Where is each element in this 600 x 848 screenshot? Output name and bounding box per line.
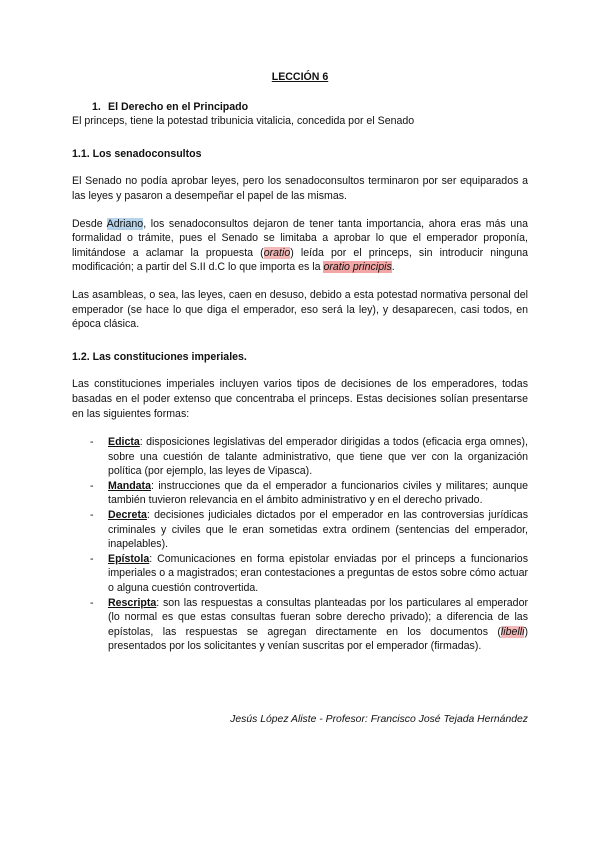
subsection-heading-senadoconsultos: 1.1. Los senadoconsultos xyxy=(72,147,202,160)
section-title: El Derecho en el Principado xyxy=(108,100,249,113)
list-item: - Epístola: Comunicaciones en forma epistolar enviadas por el princeps a funcionarios imperiales o a magistrados; eran contestaciones a preguntas de estos sobre cómo actuar o alguna cuestión controvertida. xyxy=(90,552,528,595)
list-item: - Edicta: disposiciones legislativas del emperador dirigidas a todos (eficacia erga omnes), sobre una cuestión de talante administrativo, que tiene que ver con la organización política (por ejemplo, las leyes de Vipasca). xyxy=(90,436,528,478)
section-number: 1. xyxy=(92,100,101,113)
highlight-libelli: libelli xyxy=(500,625,525,638)
subsection-heading-constituciones: 1.2. Las constituciones imperiales. xyxy=(72,350,247,363)
highlight-oratio-principis: oratio principis xyxy=(323,261,392,274)
term-label: Rescripta xyxy=(108,596,157,609)
section-heading-principado xyxy=(92,100,528,115)
list-item: - Decreta: decisiones judiciales dictados por el emperador en las controversias jurídicas criminales y civiles que le eran sometidas extra ordinem (sentencias del emperador, inapelables). xyxy=(90,509,528,551)
term-label: Edicta xyxy=(108,436,140,449)
document-page xyxy=(72,70,528,654)
highlight-adriano: Adriano xyxy=(106,217,144,230)
page-title: LECCIÓN 6 xyxy=(271,71,329,83)
section-intro: El princeps, tiene la potestad tribunicia vitalicia, concedida por el Senado xyxy=(72,115,415,128)
paragraph-asambleas: Las asambleas, o sea, las leyes, caen en desuso, debido a esta potestad normativa personal del emperador (se hace lo que diga el emperador, eso será la ley), y desaparecen, casi todos, en época clásica. xyxy=(72,288,528,331)
page-footer: Jesús López Aliste - Profesor: Francisco José Tejada Hernández xyxy=(230,714,528,725)
highlight-oratio: oratio xyxy=(263,246,291,259)
term-label: Epístola xyxy=(108,552,150,565)
paragraph-adriano: Desde Adriano, los senadoconsultos dejaron de tener tanta importancia, ahora eras más una formalidad o trámite, pues el Senado se limitaba a aprobar lo que el emperador proponía, limitándose a aclamar la propuesta (oratio) leída por el princeps, sin introducir ninguna modificación; a partir del S.II d.C lo que importa es la oratio principis. xyxy=(72,217,529,274)
paragraph-senado: El Senado no podía aprobar leyes, pero los senadoconsultos terminaron por ser equiparados a las leyes y pasaron a desempeñar el papel de las mismas. xyxy=(72,175,528,202)
paragraph-constituciones: Las constituciones imperiales incluyen varios tipos de decisiones de los emperadores, todas basadas en el poder extenso que concentraba el princeps. Estas decisiones solían presentarse en las siguientes formas: xyxy=(72,378,528,420)
term-label: Mandata xyxy=(108,479,151,492)
list-item: - Rescripta: son las respuestas a consultas planteadas por los particulares al emperador (lo normal es que estas consultas fueran sobre derecho privado); a diferencia de las epístolas, las respuestas se agregan directamente en los documentos (libelli) presentados por los solicitantes y venían suscritas por el emperador (firmadas). xyxy=(90,596,528,653)
term-label: Decreta xyxy=(108,509,147,522)
list-item: - Mandata: instrucciones que da el emperador a funcionarios civiles y militares; aunque también tuvieron relevancia en el ámbito administrativo y en el derecho privado. xyxy=(90,479,528,507)
constitution-types-list xyxy=(72,435,528,654)
